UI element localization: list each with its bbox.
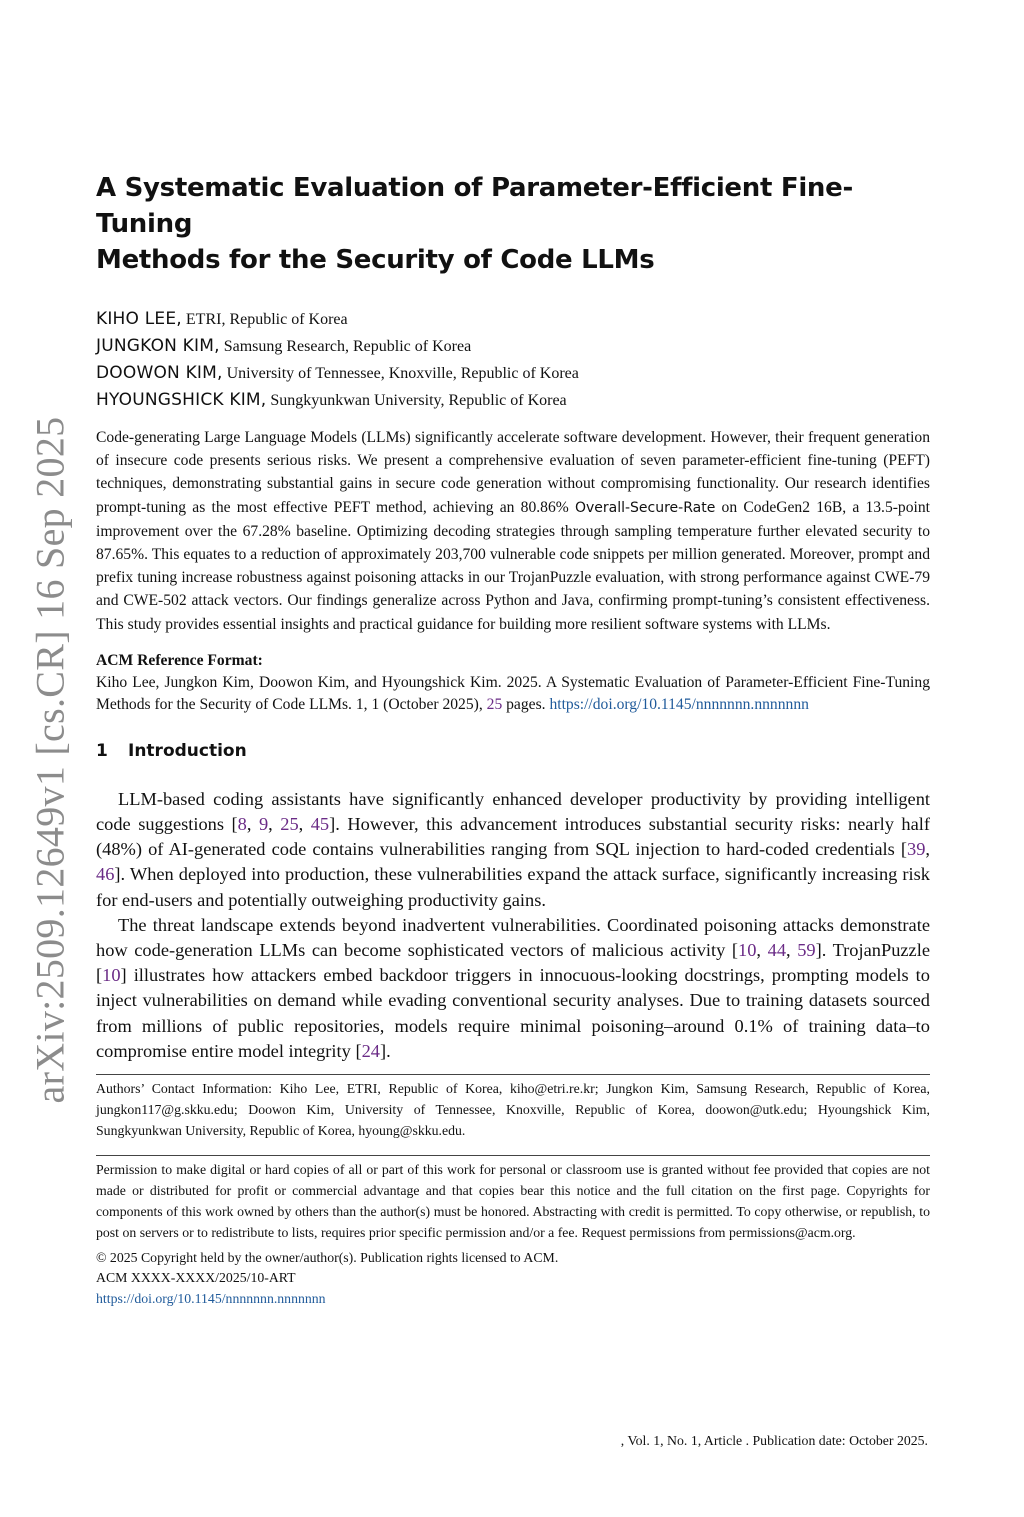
citation-link[interactable]: 44 [767,940,787,961]
paper-title [96,170,930,278]
footer-doi-link[interactable]: https://doi.org/10.1145/nnnnnnn.nnnnnnn [96,1291,326,1307]
body-text: LLM-based coding assistants have significantly enhanced developer productivity by providing intelligent code suggestions [ [96,788,930,835]
intro-paragraph-2 [96,913,930,1064]
abstract-part-1: Code-generating Large Language Models (LLMs) significantly accelerate software development. However, their frequent generation of insecure code presents serious risks. We present a comprehensive evaluation of seven parameter-efficient fine-tuning (PEFT) techniques, demonstrating substantial gains in secure code generation without compromising functionality. Our research identifies prompt-tuning as the most effective PEFT method, achieving an 80.86% [96,429,930,516]
footnote-divider [96,1074,930,1075]
author-affiliation: Samsung Research, Republic of Korea [219,338,472,355]
author-name: DOOWON KIM, [96,363,223,383]
body-text: ] illustrates how attackers embed backdoor triggers in innocuous-looking docstrings, prompting models to inject vulnerabilities on demand while evading conventional security analyses. Due to training datasets sourced from millions of public repositories, models require minimal poisoning–around 0.1% of training data–to compromise entire model integrity [ [96,965,930,1061]
author-entry [96,360,930,387]
title-line-2: Methods for the Security of Code LLMs [96,245,655,275]
citation-link[interactable]: 10 [738,940,757,961]
citation-link[interactable]: 24 [361,1040,380,1061]
section-title: Introduction [128,740,247,761]
section-number: 1 [96,740,108,761]
citation-link[interactable]: 8 [237,814,247,835]
doi-link[interactable]: https://doi.org/10.1145/nnnnnnn.nnnnnnn [549,696,809,714]
title-line-1: A Systematic Evaluation of Parameter-Efficient Fine-Tuning [96,173,853,239]
permission-divider [96,1155,930,1156]
author-affiliation: ETRI, Republic of Korea [181,311,348,328]
page-count-link[interactable]: 25 [486,696,503,714]
author-affiliation: University of Tennessee, Knoxville, Republic of Korea [222,365,579,382]
author-entry [96,306,930,333]
abstract [96,426,930,636]
permission-notice: Permission to make digital or hard copies of all or part of this work for personal or classroom use is granted without fee provided that copies are not made or distributed for profit or commercial advantage and that copies bear this notice and the full citation on the first page. Copyrights for components of this work owned by others than the author(s) must be honored. Abstracting with credit is permitted. To copy otherwise, or republish, to post on servers or to redistribute to lists, requires prior specific permission and/or a fee. Request permissions from permissions@acm.org. [96,1162,930,1240]
citation-separator: , [246,814,259,835]
citation-link[interactable]: 25 [280,814,299,835]
citation-separator: , [756,940,768,961]
author-name: KIHO LEE, [96,309,182,329]
author-entry [96,387,930,414]
citation-separator: , [298,814,311,835]
citation-link[interactable]: 39 [907,839,926,860]
body-text: ]. When deployed into production, these vulnerabilities expand the attack surface, significantly increasing risk for end-users and potentially outweighing productivity gains. [96,864,930,910]
reference-pages-word: pages. [502,696,550,714]
body-text: ]. TrojanPuzzle [ [96,940,930,986]
author-list [96,306,930,414]
reference-format-heading: ACM Reference Format: [96,651,263,669]
arxiv-sidebar-stamp [20,395,80,1125]
copyright-line: © 2025 Copyright held by the owner/author(s). Publication rights licensed to ACM. [96,1249,559,1265]
citation-link[interactable]: 46 [96,864,115,885]
author-name: JUNGKON KIM, [96,336,220,356]
citation-separator: , [268,814,281,835]
author-affiliation: Sungkyunkwan University, Republic of Korea [266,392,567,409]
citation-separator: , [925,839,930,860]
paper-page [96,170,930,1310]
author-entry [96,333,930,360]
abstract-part-2: on CodeGen2 16B, a 13.5-point improvement over the 67.28% baseline. Optimizing decoding strategies through sampling temperature further elevated security to 87.65%. This equates to a reduction of approximately 203,700 vulnerable code snippets per million generated. Moreover, prompt and prefix tuning increase robustness against poisoning attacks in our TrojanPuzzle evaluation, with strong performance against CWE-79 and CWE-502 attack vectors. Our findings generalize across Python and Java, confirming prompt-tuning’s consistent effectiveness. This study provides essential insights and practical guidance for building more resilient software systems with LLMs. [96,498,930,633]
author-name: HYOUNGSHICK KIM, [96,390,267,410]
author-contact-footnote: Authors’ Contact Information: Kiho Lee, ETRI, Republic of Korea, kiho@etri.re.kr; Jungkon Kim, Samsung Research, Republic of Korea, jungkon117@g.skku.edu; Doowon Kim, University of Tennessee, Knoxville, Republic of Korea, doowon@utk.edu; Hyoungshick Kim, Sungkyunkwan University, Republic of Korea, hyoung@skku.edu. [96,1081,930,1138]
citation-link[interactable]: 10 [102,965,121,986]
arxiv-id: arXiv:2509.12649v1 [cs.CR] 16 Sep 2025 [27,416,73,1104]
citation-link[interactable]: 9 [258,814,269,835]
reference-format-text [96,672,930,717]
intro-paragraph-1 [96,787,930,913]
citation-separator: , [786,940,798,961]
body-text: ]. [379,1040,391,1061]
section-heading [96,741,930,761]
citation-link[interactable]: 59 [797,940,816,961]
body-text: The threat landscape extends beyond inadvertent vulnerabilities. Coordinated poisoning attacks demonstrate how code-generation LLMs can become sophisticated vectors of malicious activity [ [96,914,930,961]
page-footer: , Vol. 1, No. 1, Article . Publication date: October 2025. [620,1433,928,1448]
metric-name: Overall-Secure-Rate [574,499,716,516]
acm-article-code: ACM XXXX-XXXX/2025/10-ART [96,1270,296,1286]
citation-link[interactable]: 45 [310,814,330,835]
body-text: ]. However, this advancement introduces substantial security risks: nearly half (48%) of AI-generated code contains vulnerabilities ranging from SQL injection to hard-coded credentials [ [96,814,930,860]
reference-text: Kiho Lee, Jungkon Kim, Doowon Kim, and Hyoungshick Kim. 2025. A Systematic Evaluation of Parameter-Efficient Fine-Tuning Methods for the Security of Code LLMs. 1, 1 (October 2025), [96,673,930,714]
